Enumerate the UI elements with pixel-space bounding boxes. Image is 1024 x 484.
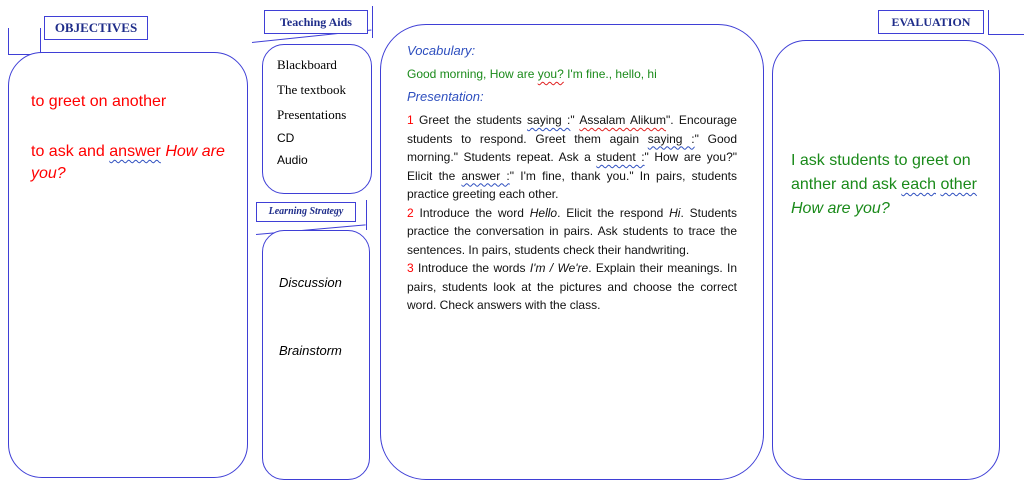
objectives-panel <box>8 52 248 478</box>
strategy-item-brainstorm: Brainstorm <box>279 343 342 358</box>
step-2-b: . Elicit the respond <box>557 205 670 220</box>
presentation-step-1 <box>407 111 737 204</box>
presentation-step-2 <box>407 204 737 260</box>
step-1-a: Greet the students <box>413 113 528 127</box>
evaluation-label: EVALUATION <box>878 10 984 34</box>
evaluation-text-other: other <box>940 176 977 193</box>
step-1-saying-2: saying : <box>647 131 695 146</box>
evaluation-connector-h <box>988 34 1024 35</box>
aids-item-presentations: Presentations <box>277 107 347 122</box>
step-1-e: " How are you?" Elicit the <box>407 150 738 183</box>
aids-item-blackboard: Blackboard <box>277 57 337 72</box>
aids-item-audio: Audio <box>277 153 308 167</box>
objective-item-2-italic: How are you? <box>31 143 225 182</box>
objective-item-2-answer: answer <box>109 143 161 160</box>
step-2-hello: Hello <box>529 205 558 220</box>
step-2-hi: Hi <box>669 205 681 220</box>
objective-item-1: to greet on another <box>31 93 167 110</box>
evaluation-text <box>791 149 991 221</box>
step-1-number: 1 <box>407 113 414 127</box>
evaluation-connector-v <box>988 10 989 34</box>
step-1-d: " Good morning." Students repeat. Ask a <box>407 131 738 164</box>
evaluation-text-each: each <box>901 176 936 193</box>
vocabulary-text-you: you? <box>537 67 564 81</box>
learning-strategy-label: Learning Strategy <box>256 202 356 222</box>
step-1-b: " <box>570 113 580 127</box>
aids-item-cd: CD <box>277 131 295 145</box>
strategy-item-discussion: Discussion <box>279 275 342 290</box>
vocabulary-text <box>407 67 657 81</box>
teaching-aids-label: Teaching Aids <box>264 10 368 34</box>
evaluation-text-italic: How are you? <box>791 200 890 217</box>
step-1-saying: saying : <box>527 113 571 127</box>
vocabulary-text-b: I'm fine., hello, hi <box>563 67 657 81</box>
objectives-tag-left-line <box>40 28 41 54</box>
vocabulary-heading: Vocabulary: <box>407 43 476 58</box>
teaching-aids-panel <box>262 44 372 194</box>
evaluation-text-a: I ask students to greet on anther and ask <box>791 152 971 193</box>
step-2-number: 2 <box>407 205 414 220</box>
aids-tag-right-line <box>372 6 373 38</box>
step-1-assalam: Assalam Alikum <box>579 113 667 127</box>
step-1-f: " I'm fine, thank you." In pairs, students practice greeting each other. <box>407 168 737 201</box>
step-3-words: I'm / We're <box>529 261 589 275</box>
presentation-step-3 <box>407 259 737 315</box>
presentation-steps <box>407 111 737 315</box>
vocabulary-text-a: Good morning, How are <box>407 67 538 81</box>
step-3-a: Introduce the words <box>413 261 530 275</box>
step-1-c: ". Encourage students to respond. Greet them again <box>407 113 737 146</box>
aids-item-textbook: The textbook <box>277 82 346 97</box>
objective-item-2-prefix: to ask and <box>31 143 110 160</box>
strategy-tag-right-line <box>366 200 367 230</box>
step-3-number: 3 <box>407 261 414 275</box>
step-1-student: student : <box>596 150 645 164</box>
step-3-b: . Explain their meanings. In pairs, students look at the pictures and choose the correct word. Check answers with the class. <box>407 261 738 312</box>
presentation-heading: Presentation: <box>407 89 484 104</box>
objectives-label: OBJECTIVES <box>44 16 148 40</box>
step-2-c: . Students practice the conversation in pairs. Ask students to trace the sentences. In pairs, students check their handwriting. <box>407 205 737 257</box>
learning-strategy-panel <box>262 230 370 480</box>
presentation-panel <box>380 24 764 480</box>
step-2-a: Introduce the word <box>413 205 530 220</box>
evaluation-panel <box>772 40 1000 480</box>
objective-item-2 <box>31 141 231 185</box>
objectives-connector-v <box>8 28 9 54</box>
step-1-answer: answer : <box>461 168 510 183</box>
